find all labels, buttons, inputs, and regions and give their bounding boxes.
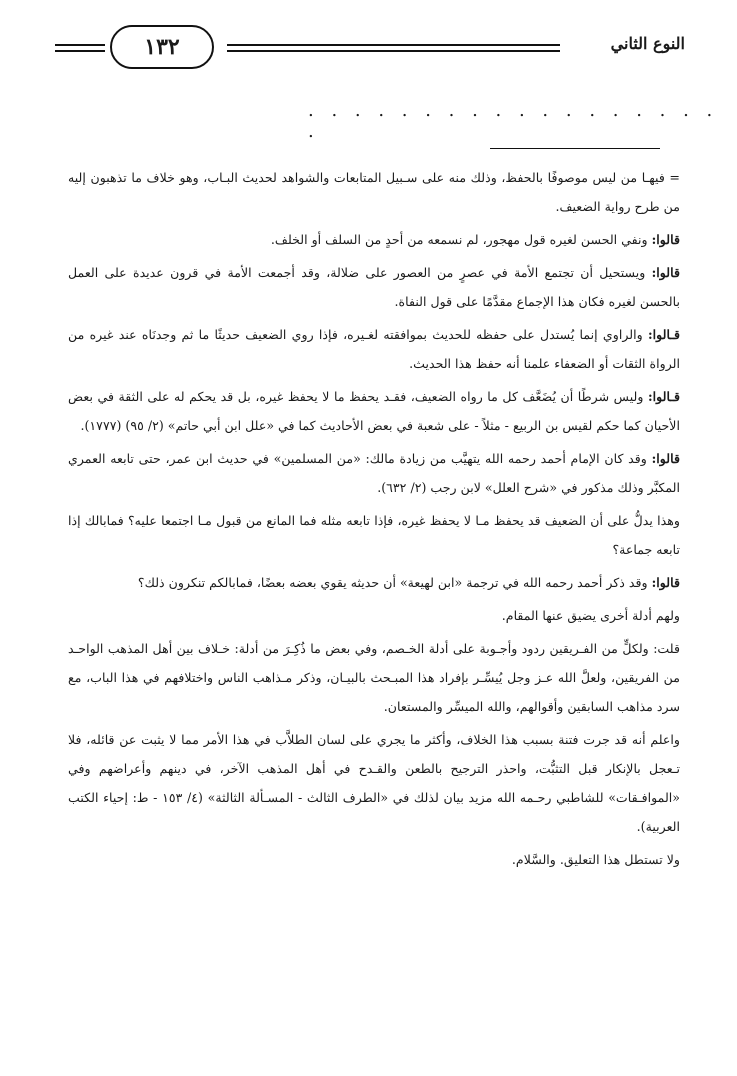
paragraph-text: ولا تستطل هذا التعليق. والسَّلام. xyxy=(511,852,680,867)
paragraph xyxy=(68,444,680,502)
paragraph-label: قـالوا: xyxy=(647,389,680,404)
paragraph-text: واعلم أنه قد جرت فتنة بسبب هذا الخلاف، وأكثر ما يجري على لسان الطلاَّب في هذا الأمر مما لا يثبت عن قائله، فلا تـعجل بالإنكار قبل التثبُّت، واحذر الترجيح بالطعن والقـدح في أهل المذهب الآخر، في دينهم وأعراضهم وفي «الموافـقات» للشاطبي رحـمه الله مزيد بيان لذلك في «الطرف الثالث - المسـألة الثالثة» (٤/ ١٥٣ - ط: إحياء الكتب العربية). xyxy=(68,732,680,834)
paragraph-text: = فيهـا من ليس موصوفًا بالحفظ، وذلك منه على سـبيل المتابعات والشواهد لحديث البـاب، وهو خلاف ما تذهبون إليه من طرح رواية الضعيف. xyxy=(68,170,680,214)
page-header xyxy=(55,22,685,72)
header-rule xyxy=(227,44,560,52)
footnote-rule xyxy=(490,148,660,149)
paragraph-text: قلت: ولكلٍّ من الفـريقين ردود وأجـوبة على أدلة الخـصم، وفي بعض ما ذُكِـرَ من أدلة: خـلاف بين أهل المذهب الواحـد من الفريقين، ولعلَّ الله عـز وجل يُيسِّـر بإفراد هذا المبـحث بالبيـان، وذكر مـذاهب الناس واختلافهم في هذا الباب، مع سرد مذاهب السابقين وأقوالهم، والله الميسِّر والمستعان. xyxy=(68,641,680,714)
paragraph xyxy=(68,258,680,316)
paragraph-text: ولهم أدلة أخرى يضيق عنها المقام. xyxy=(501,608,680,623)
paragraph-text: وليس شرطًا أن يُضَعَّف كل ما رواه الضعيف، فقـد يحفظ ما لا يحفظ غيره، بل قد يحكم له على الثقة في بعض الأحيان كما حكم لقيس بن الربيع - مثلاً - على شعبة في بعض الأحاديث كما في «علل ابن أبي حاتم» (٢/ ٩٥) (١٧٧٧). xyxy=(68,389,680,433)
paragraph-label: قالوا: xyxy=(651,265,680,280)
page-number: ١٣٢ xyxy=(110,25,214,69)
ellipsis-separator: . . . . . . . . . . . . . . . . . . . xyxy=(308,100,719,142)
paragraph xyxy=(68,634,680,721)
paragraph xyxy=(68,163,680,221)
footnote-body xyxy=(68,163,680,878)
paragraph-label: قالوا: xyxy=(651,232,680,247)
paragraph-label: قالوا: xyxy=(651,575,680,590)
paragraph xyxy=(68,225,680,254)
chapter-title: النوع الثاني xyxy=(610,34,685,53)
paragraph-text: ويستحيل أن تجتمع الأمة في عصرٍ من العصور على ضلالة، وقد أجمعت الأمة في قرون عديدة على العمل بالحسن لغيره فكان هذا الإجماع مقدَّمًا على قول النفاة. xyxy=(68,265,680,309)
paragraph xyxy=(68,320,680,378)
paragraph-text: وهذا يدلُّ على أن الضعيف قد يحفظ مـا لا يحفظ غيره، فإذا تابعه مثله فما المانع من قبول مـا اجتمعا عليه؟ فمابالك إذا تابعه جماعة؟ xyxy=(68,513,680,557)
paragraph xyxy=(68,601,680,630)
paragraph-text: ونفي الحسن لغيره قول مهجور، لم نسمعه من أحدٍ من السلف أو الخلف. xyxy=(270,232,652,247)
paragraph xyxy=(68,568,680,597)
paragraph xyxy=(68,382,680,440)
header-rule-left xyxy=(55,44,105,52)
paragraph-text: والراوي إنما يُستدل على حفظه للحديث بموافقته لغـيره، فإذا روي الضعيف حديثًا ما ثم وجدنَاه عند غيره من الرواة الثقات أو الضعفاء علمنا أنه حفظ هذا الحديث. xyxy=(68,327,680,371)
paragraph xyxy=(68,725,680,841)
paragraph-label: قالوا: xyxy=(651,451,680,466)
paragraph-text: وقد ذكر أحمد رحمه الله في ترجمة «ابن لهيعة» أن حديثه يقوي بعضه بعضًا، فمابالكم تنكرون ذلك؟ xyxy=(137,575,652,590)
paragraph xyxy=(68,845,680,874)
paragraph-text: وقد كان الإمام أحمد رحمه الله يتهيَّب من زيادة مالك: «من المسلمين» في حديث ابن عمر، حتى تابعه العمري المكبَّر وذلك مذكور في «شرح العلل» لابن رجب (٢/ ٦٣٢). xyxy=(68,451,680,495)
paragraph-label: قـالوا: xyxy=(647,327,680,342)
paragraph xyxy=(68,506,680,564)
